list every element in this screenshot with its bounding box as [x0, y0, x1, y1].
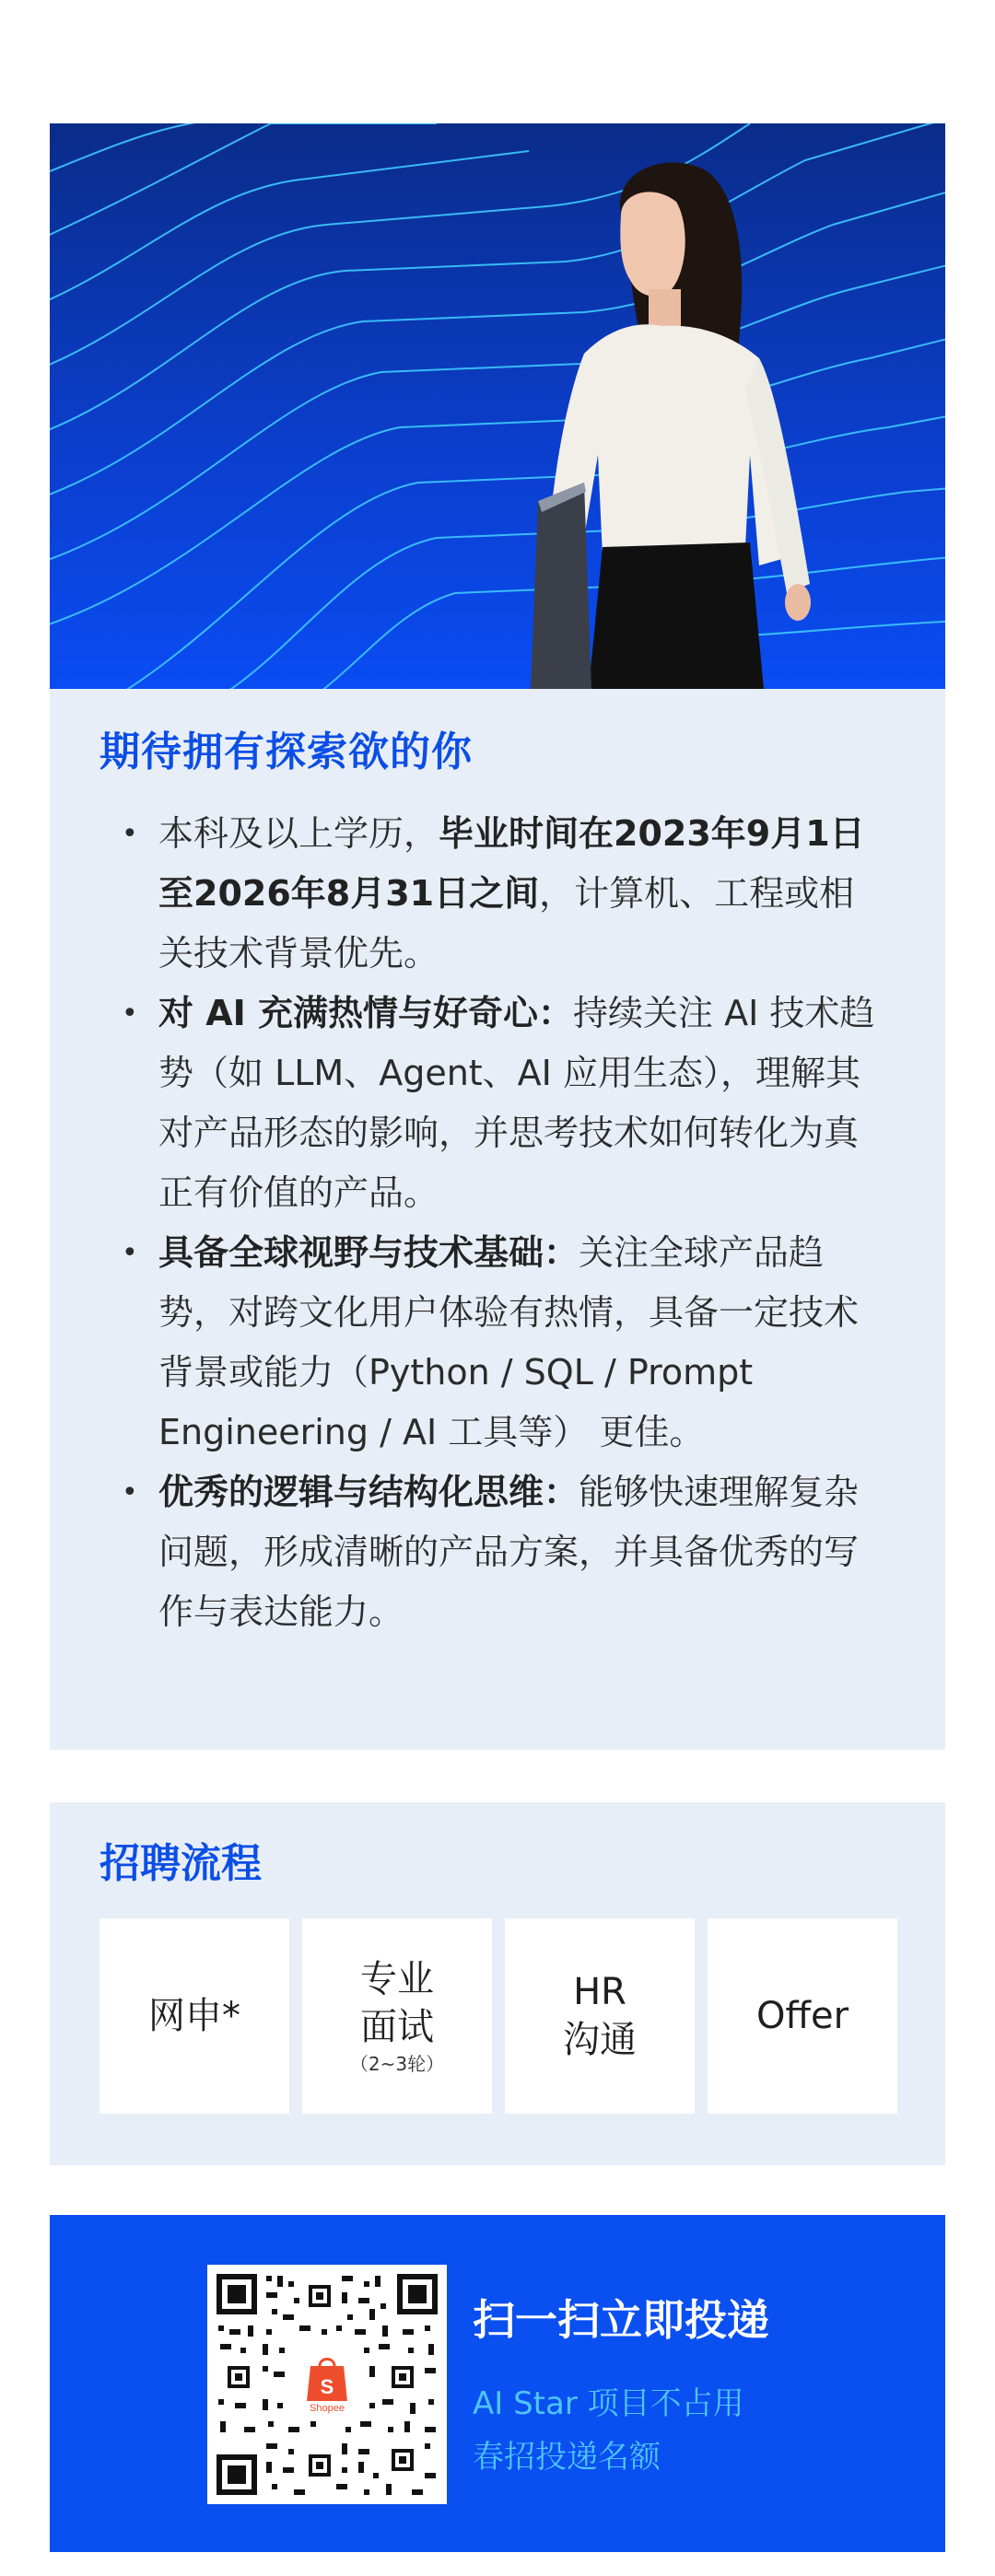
- bullet-dot: •: [122, 818, 138, 850]
- step-label-line2: 沟通: [563, 2019, 637, 2061]
- apply-section: [50, 2215, 945, 2552]
- process-title: 招聘流程: [100, 1840, 262, 1887]
- bullet-dot: •: [122, 1476, 138, 1509]
- item-text: 本科及以上学历，: [158, 813, 439, 854]
- step-label: Offer: [755, 1995, 849, 2037]
- qr-code-image: [207, 2265, 447, 2504]
- hero-banner: [50, 123, 945, 689]
- recruitment-process-section: [50, 1802, 945, 2165]
- step-label: 网申*: [148, 1995, 240, 2037]
- list-item: [116, 984, 881, 1223]
- qr-code[interactable]: [207, 2265, 447, 2504]
- process-steps: [100, 1918, 897, 2114]
- item-bold-text: 具备全球视野与技术基础：: [158, 1232, 579, 1273]
- item-text: 能够快速理解复杂问题，形成清晰的产品方案，并具备优秀的写作与表达能力。: [158, 1472, 860, 1632]
- step-label-line2: 面试: [360, 2006, 434, 2048]
- requirements-list: [116, 804, 881, 1642]
- apply-note: [473, 2377, 860, 2484]
- apply-note-line1: AI Star 项目不占用: [473, 2385, 744, 2422]
- step-online-application: [100, 1918, 289, 2114]
- item-bold-text: 优秀的逻辑与结构化思维：: [158, 1472, 579, 1512]
- svg-text:S: S: [320, 2375, 334, 2398]
- apply-title: 扫一扫立即投递: [473, 2295, 769, 2345]
- step-professional-interview: [302, 1918, 492, 2114]
- item-text: 关注全球产品趋势，对跨文化用户体验有热情，具备一定技术背景或能力（Python / SQL / Prompt Engineering / AI 工具等） 更佳。: [158, 1232, 860, 1452]
- list-item: [116, 1223, 881, 1463]
- requirements-title: 期待拥有探索欲的你: [100, 729, 473, 775]
- list-item: [116, 1463, 881, 1642]
- bullet-dot: •: [122, 997, 138, 1030]
- apply-note-line2: 春招投递名额: [473, 2439, 661, 2476]
- step-hr-communication: [505, 1918, 695, 2114]
- list-item: [116, 804, 881, 984]
- item-bold-text: 毕业时间在2023年9月1日至2026年8月31日之间: [158, 813, 865, 914]
- qr-logo-text: Shopee: [310, 2403, 345, 2414]
- requirements-section: [50, 689, 945, 1750]
- bullet-dot: •: [122, 1237, 138, 1269]
- woman-figure-image: [483, 151, 833, 689]
- step-sub-label: （2~3轮）: [349, 2053, 445, 2075]
- item-bold-text: 对 AI 充满热情与好奇心：: [158, 993, 574, 1033]
- item-text: ，计算机、工程或相关技术背景优先。: [158, 873, 855, 973]
- step-label: HR: [573, 1971, 626, 2013]
- item-text: 持续关注 AI 技术趋势（如 LLM、Agent、AI 应用生态），理解其对产品形态的影响，并思考技术如何转化为真正有价值的产品。: [158, 993, 875, 1213]
- step-label: 专业: [360, 1958, 434, 2000]
- step-offer: [708, 1918, 897, 2114]
